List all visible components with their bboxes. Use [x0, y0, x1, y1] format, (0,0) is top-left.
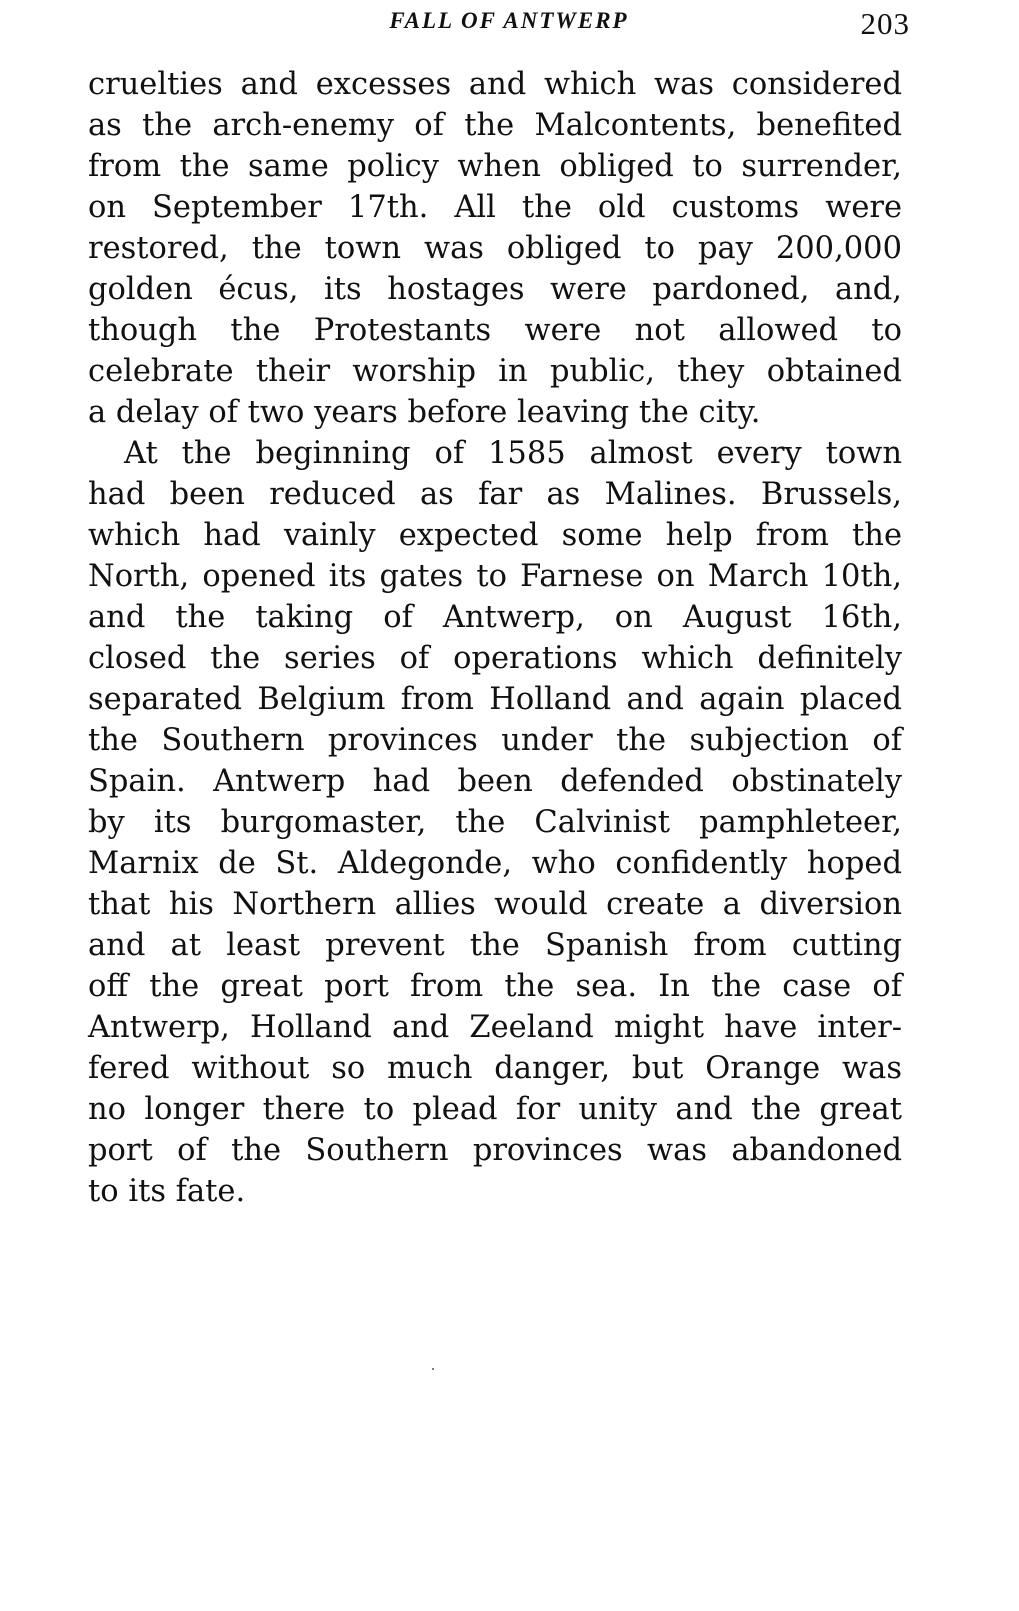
paragraph-1 [88, 64, 902, 433]
text-line: by its burgomaster, the Calvinist pamphleteer, [88, 805, 902, 840]
body-text [88, 64, 902, 1212]
text-line: and at least prevent the Spanish from cutting [88, 928, 902, 963]
text-line: no longer there to plead for unity and the great [88, 1092, 902, 1127]
text-line: as the arch-enemy of the Malcontents, benefited [88, 108, 902, 143]
text-line: separated Belgium from Holland and again placed [88, 682, 902, 717]
paragraph-2 [88, 433, 902, 1212]
text-line: from the same policy when obliged to surrender, [88, 149, 902, 184]
text-line: to its fate. [88, 1174, 246, 1209]
text-line: though the Protestants were not allowed to [88, 313, 902, 348]
page-number: 203 [860, 6, 910, 41]
text-line: a delay of two years before leaving the city. [88, 395, 761, 430]
text-line: Marnix de St. Aldegonde, who confidently hoped [88, 846, 902, 881]
text-line: cruelties and excesses and which was considered [88, 67, 902, 102]
text-line: North, opened its gates to Farnese on March 10th, [88, 559, 902, 594]
text-line: At the beginning of 1585 almost every town [124, 436, 902, 471]
text-line: port of the Southern provinces was abandoned [88, 1133, 902, 1168]
text-line: Antwerp, Holland and Zeeland might have inter- [88, 1010, 902, 1045]
text-line: and the taking of Antwerp, on August 16th, [88, 600, 902, 635]
text-line: off the great port from the sea. In the case of [88, 969, 902, 1004]
running-title: FALL OF ANTWERP [389, 8, 629, 33]
running-head [88, 8, 910, 42]
text-line: had been reduced as far as Malines. Brussels, [88, 477, 902, 512]
text-line: the Southern provinces under the subjection of [88, 723, 902, 758]
text-line: fered without so much danger, but Orange was [88, 1051, 902, 1086]
text-line: celebrate their worship in public, they obtained [88, 354, 902, 389]
text-line: that his Northern allies would create a diversion [88, 887, 902, 922]
print-speck [432, 1368, 434, 1370]
text-line: on September 17th. All the old customs were [88, 190, 902, 225]
text-line: which had vainly expected some help from the [88, 518, 902, 553]
text-line: golden écus, its hostages were pardoned, and, [88, 272, 902, 307]
text-line: Spain. Antwerp had been defended obstinately [88, 764, 902, 799]
text-line: closed the series of operations which definitely [88, 641, 902, 676]
text-line: restored, the town was obliged to pay 200,000 [88, 231, 902, 266]
